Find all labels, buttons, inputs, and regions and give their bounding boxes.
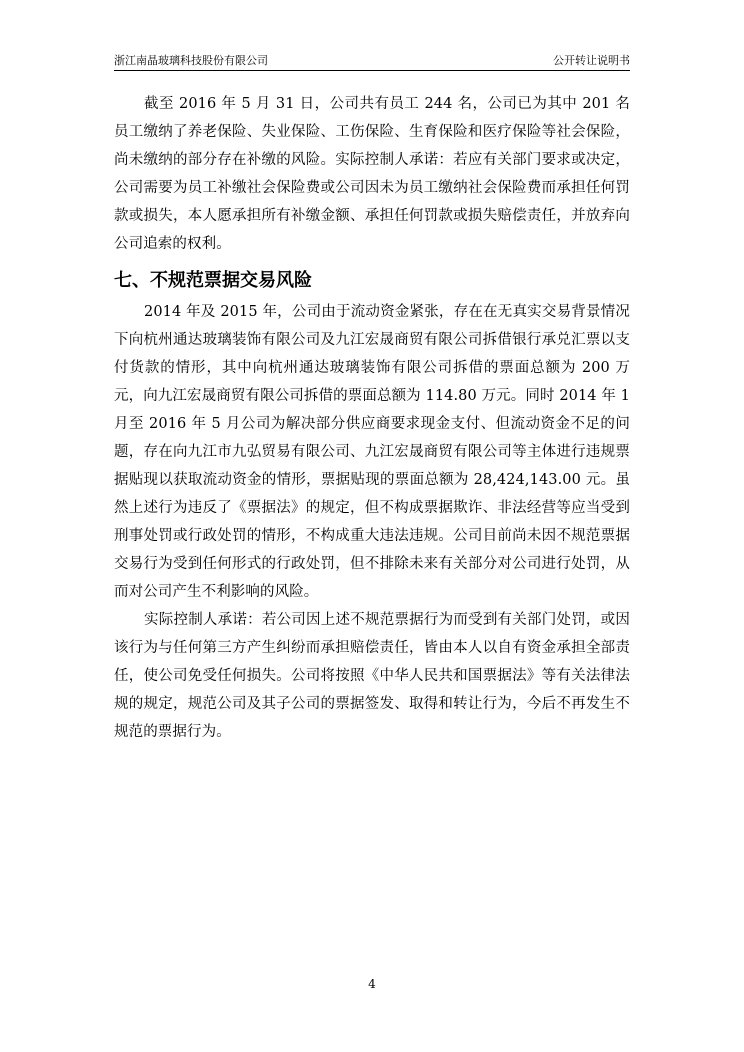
page-content <box>114 90 630 746</box>
page-header <box>114 52 630 71</box>
paragraph-social-insurance: 截至 2016 年 5 月 31 日，公司共有员工 244 名，公司已为其中 201 名员工缴纳了养老保险、失业保险、工伤保险、生育保险和医疗保险等社会保险，尚未缴纳的部分存在补缴的风险。实际控制人承诺：若应有关部门要求或决定，公司需要为员工补缴社会保险费或公司因未为员工缴纳社会保险费而承担任何罚款或损失，本人愿承担所有补缴金额、承担任何罚款或损失赔偿责任，并放弃向公司追索的权利。 <box>114 96 630 252</box>
header-document-type: 公开转让说明书 <box>553 54 630 67</box>
paragraph-bill-transactions: 2014 年及 2015 年，公司由于流动资金紧张，存在在无真实交易背景情况下向杭州通达玻璃装饰有限公司及九江宏晟商贸有限公司拆借银行承兑汇票以支付货款的情形，其中向杭州通达玻璃装饰有限公司拆借的票面总额为 200 万元，向九江宏晟商贸有限公司拆借的票面总额为 114.80 万元。同时 2014 年 1 月至 2016 年 5 月公司为解决部分供应商要求现金支付、但流动资金不足的问题，存在向九江市九弘贸易有限公司、九江宏晟商贸有限公司等主体进行违规票据贴现以获取流动资金的情形，票据贴现的票面总额为 28,424,143.00 元。虽然上述行为违反了《票据法》的规定，但不构成票据欺诈、非法经营等应当受到刑事处罚或行政处罚的情形，不构成重大违法违规。公司目前尚未因不规范票据交易行为受到任何形式的行政处罚，但不排除未来有关部分对公司进行处罚，从而对公司产生不利影响的风险。 <box>114 304 630 600</box>
section-heading: 七、不规范票据交易风险 <box>114 270 312 291</box>
paragraph-controller-commitment: 实际控制人承诺：若公司因上述不规范票据行为而受到有关部门处罚，或因该行为与任何第三方产生纠纷而承担赔偿责任，皆由本人以自有资金承担全部责任，使公司免受任何损失。公司将按照《中华人民共和国票据法》等有关法律法规的规定，规范公司及其子公司的票据签发、取得和转让行为，今后不再发生不规范的票据行为。 <box>114 612 630 740</box>
page-number: 4 <box>368 977 376 991</box>
header-company-name: 浙江南晶玻璃科技股份有限公司 <box>114 54 268 67</box>
